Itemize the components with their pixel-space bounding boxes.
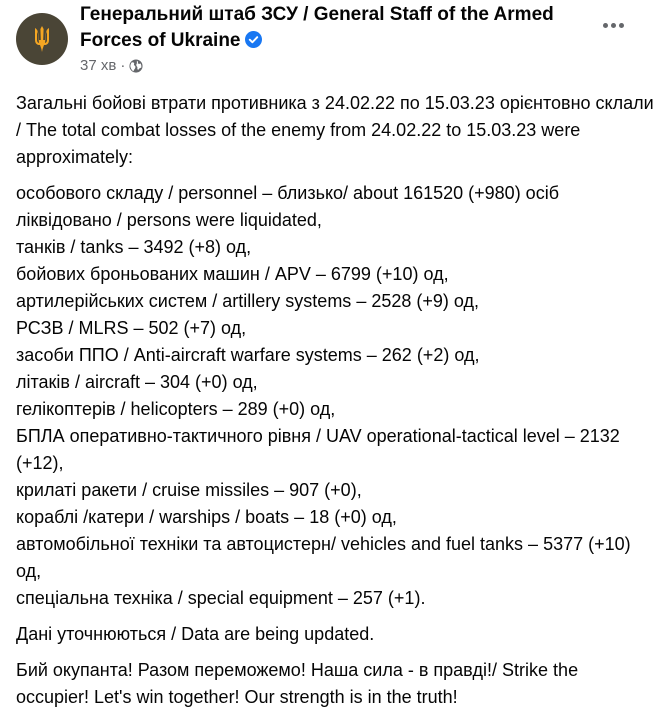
closing-slogan: Бий окупанта! Разом переможемо! Наша сила - в правді!/ Strike the occupier! Let's win together! Our strength is in the truth! bbox=[16, 660, 579, 707]
losses-list bbox=[16, 180, 656, 612]
post-meta bbox=[80, 56, 143, 76]
page-name-link[interactable] bbox=[80, 2, 580, 54]
loss-item-mlrs: РСЗВ / MLRS – 502 (+7) од, bbox=[16, 318, 247, 338]
more-options-dot-icon bbox=[603, 23, 608, 28]
page-name: Генеральний штаб ЗСУ / General Staff of the Armed Forces of Ukraine bbox=[80, 4, 554, 51]
loss-item-personnel: особового складу / personnel – близько/ about 161520 (+980) осіб ліквідовано / persons were liquidated, bbox=[16, 183, 560, 230]
loss-item-uav: БПЛА оперативно-тактичного рівня / UAV operational-tactical level – 2132 (+12), bbox=[16, 426, 620, 473]
meta-separator: · bbox=[120, 57, 126, 74]
trident-icon bbox=[30, 25, 54, 53]
page-avatar[interactable] bbox=[16, 13, 68, 65]
loss-item-anti-aircraft: засоби ППО / Anti-aircraft warfare systems – 262 (+2) од, bbox=[16, 345, 480, 365]
loss-item-warships: кораблі /катери / warships / boats – 18 (+0) од, bbox=[16, 507, 397, 527]
loss-item-artillery: артилерійських систем / artillery systems – 2528 (+9) од, bbox=[16, 291, 479, 311]
loss-item-helicopters: гелікоптерів / helicopters – 289 (+0) од, bbox=[16, 399, 336, 419]
loss-item-aircraft: літаків / aircraft – 304 (+0) од, bbox=[16, 372, 258, 392]
verified-badge-icon bbox=[245, 31, 262, 48]
post-header bbox=[16, 0, 661, 82]
post-intro: Загальні бойові втрати противника з 24.02.22 по 15.03.23 орієнтовно склали / The total combat losses of the enemy from 24.02.22 to 15.03.23 were approximately: bbox=[16, 93, 654, 167]
more-options-button[interactable] bbox=[595, 12, 631, 38]
globe-icon[interactable] bbox=[129, 59, 143, 73]
loss-item-special-equipment: спеціальна техніка / special equipment – 257 (+1). bbox=[16, 588, 426, 608]
update-note: Дані уточнюються / Data are being updated. bbox=[16, 624, 375, 644]
post-timestamp[interactable]: 37 хв bbox=[80, 57, 117, 74]
more-options-dot-icon bbox=[611, 23, 616, 28]
loss-item-cruise-missiles: крилаті ракети / cruise missiles – 907 (+0), bbox=[16, 480, 362, 500]
more-options-dot-icon bbox=[619, 23, 624, 28]
loss-item-apv: бойових броньованих машин / APV – 6799 (+10) од, bbox=[16, 264, 449, 284]
post-body bbox=[16, 90, 656, 713]
loss-item-tanks: танків / tanks – 3492 (+8) од, bbox=[16, 237, 252, 257]
loss-item-vehicles: автомобільної техніки та автоцистерн/ vehicles and fuel tanks – 5377 (+10) од, bbox=[16, 534, 631, 581]
